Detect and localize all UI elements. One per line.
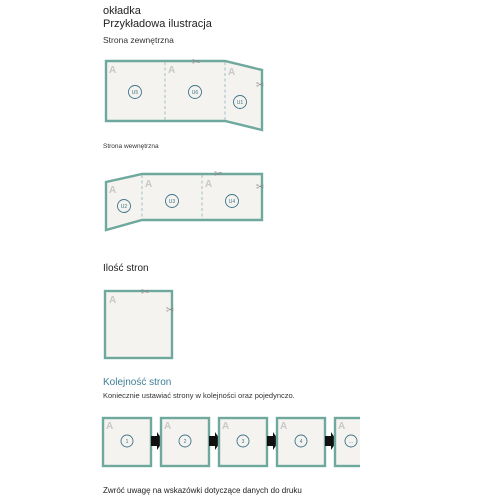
scissors-icon: ✂ [141, 287, 150, 298]
crop-mask [360, 410, 500, 474]
heading-page-order: Kolejność stron [103, 377, 172, 388]
corner-mark: A [145, 179, 153, 190]
page-label: U5 [131, 90, 139, 96]
heading-cover: okładka [103, 5, 141, 17]
corner-mark: A [280, 421, 288, 432]
corner-mark: A [109, 185, 117, 196]
page-label: ... [348, 439, 354, 445]
scissors-icon: ✂ [256, 182, 265, 193]
page-label: U1 [236, 100, 244, 106]
scissors-icon: ✂ [192, 57, 201, 68]
heading-outer-side: Strona zewnętrzna [103, 35, 174, 45]
corner-mark: A [164, 421, 172, 432]
page-label: U2 [120, 204, 128, 210]
page-label: 3 [241, 439, 245, 445]
corner-mark: A [109, 295, 117, 306]
page-label: 4 [299, 439, 303, 445]
page-label: U6 [191, 90, 199, 96]
corner-mark: A [205, 179, 213, 190]
heading-inner-side: Strona wewnętrzna [103, 143, 159, 150]
corner-mark: A [168, 65, 176, 76]
scissors-icon: ✂ [214, 169, 223, 180]
scissors-icon: ✂ [166, 305, 175, 316]
corner-mark: A [109, 65, 117, 76]
corner-mark: A [338, 421, 346, 432]
page-order-note: Koniecznie ustawiać strony w kolejności oraz pojedynczo. [103, 391, 295, 400]
heading-example: Przykładowa ilustracja [103, 18, 212, 30]
page-label: U4 [228, 199, 236, 205]
corner-mark: A [228, 67, 236, 78]
page-label: U3 [168, 199, 176, 205]
corner-mark: A [222, 421, 230, 432]
page-label: 1 [125, 439, 129, 445]
print-data-note: Zwróć uwagę na wskazówki dotyczące danych do druku [103, 486, 302, 495]
corner-mark: A [106, 421, 114, 432]
scissors-icon: ✂ [256, 80, 265, 91]
heading-page-count: Ilość stron [103, 263, 149, 274]
page-label: 2 [183, 439, 187, 445]
